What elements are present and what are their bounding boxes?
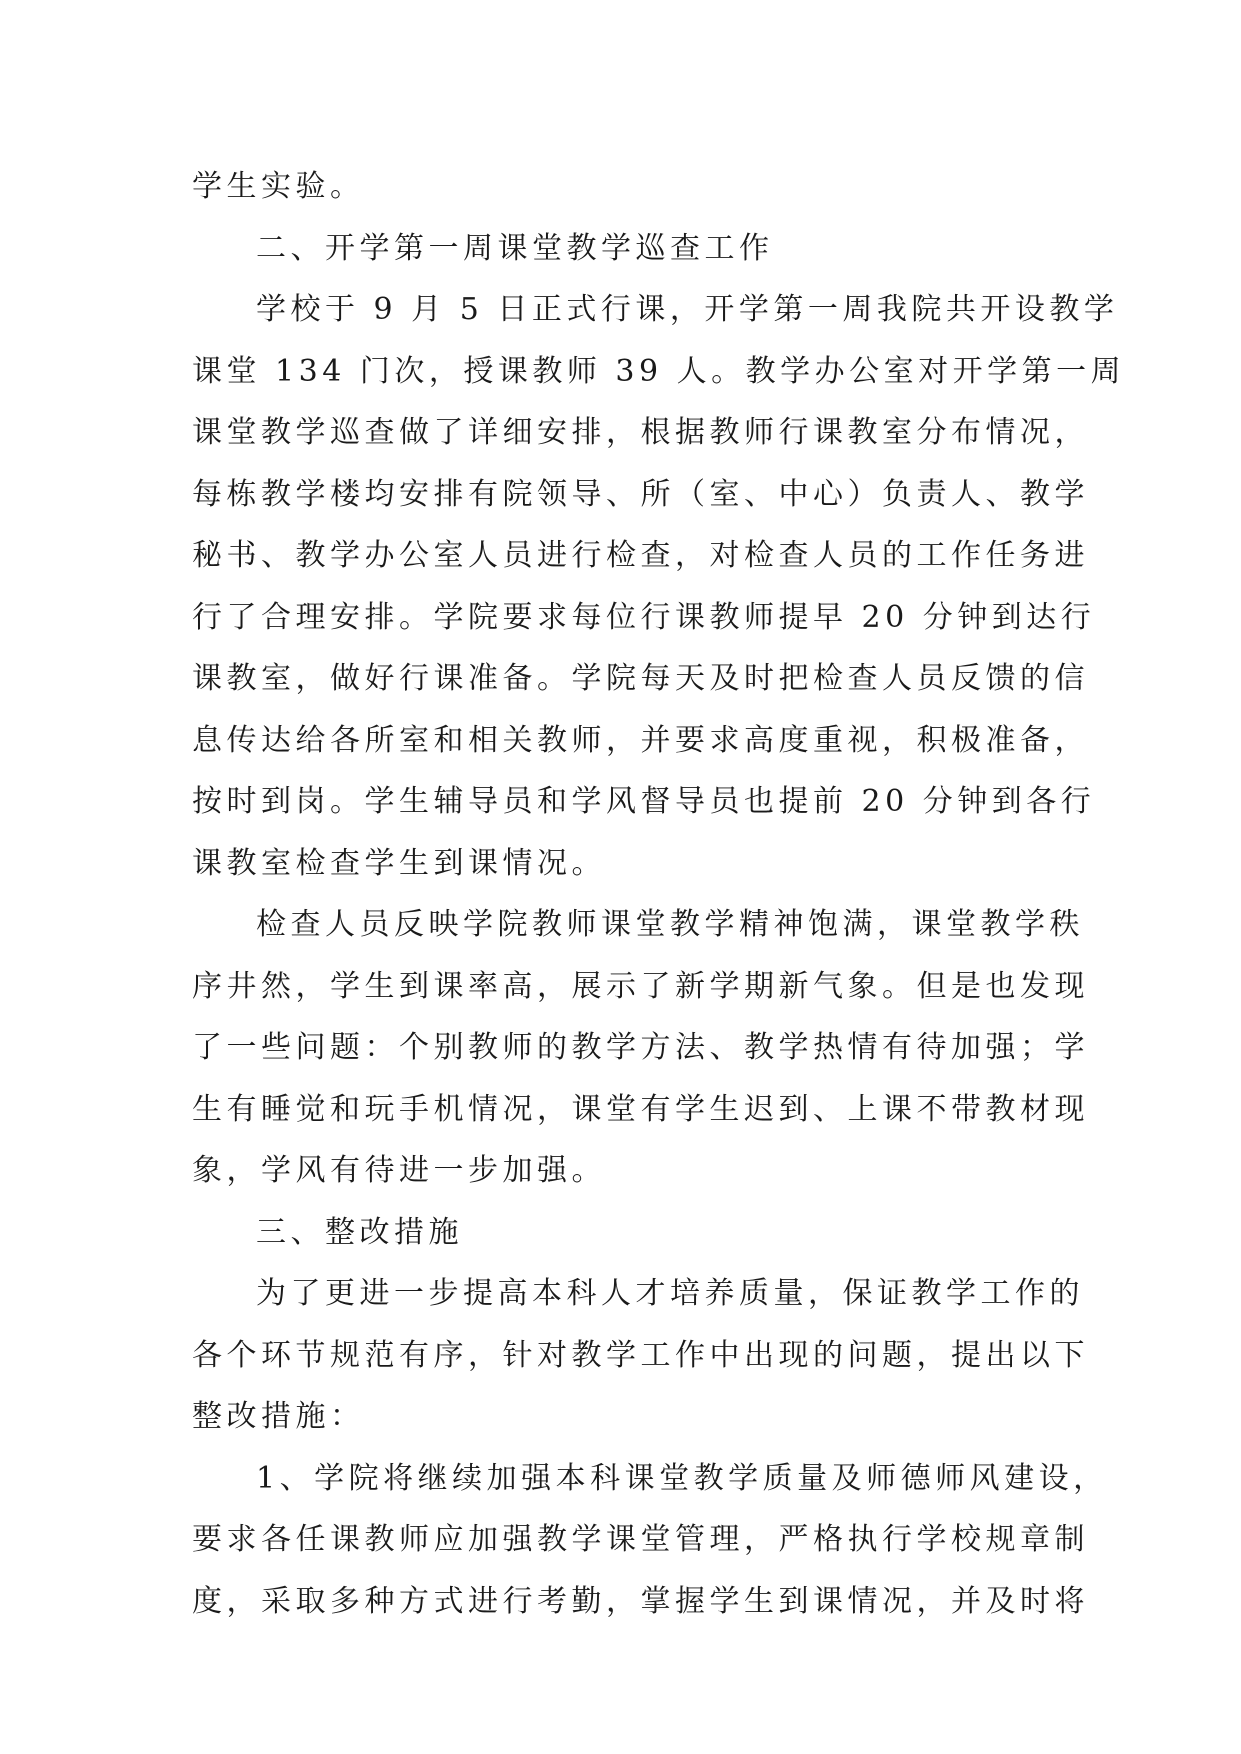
text-line: 生有睡觉和玩手机情况，课堂有学生迟到、上课不带教材现	[192, 1091, 1089, 1127]
text-line: 课堂 134 门次，授课教师 39 人。教学办公室对开学第一周	[192, 353, 1126, 389]
text-line: 息传达给各所室和相关教师，并要求高度重视，积极准备，	[192, 722, 1089, 758]
text-line: 整改措施：	[192, 1399, 365, 1434]
text-line: 为了更进一步提高本科人才培养质量，保证教学工作的	[256, 1276, 1084, 1311]
text-line: 课教室检查学生到课情况。	[192, 845, 606, 881]
text-line: 每栋教学楼均安排有院领导、所（室、中心）负责人、教学	[192, 476, 1089, 512]
text-line: 1、学院将继续加强本科课堂教学质量及师德师风建设，	[256, 1460, 1108, 1496]
document-body	[192, 156, 1126, 1632]
text-line: 学校于 9 月 5 日正式行课，开学第一周我院共开设教学	[256, 292, 1119, 327]
text-line: 各个环节规范有序，针对教学工作中出现的问题，提出以下	[192, 1337, 1089, 1373]
text-line: 象，学风有待进一步加强。	[192, 1153, 606, 1188]
text-line: 按时到岗。学生辅导员和学风督导员也提前 20 分钟到各行	[192, 784, 1096, 819]
text-line: 行了合理安排。学院要求每位行课教师提早 20 分钟到达行	[192, 599, 1096, 635]
text-line: 要求各任课教师应加强教学课堂管理，严格执行学校规章制	[192, 1522, 1089, 1557]
text-line: 了一些问题：个别教师的教学方法、教学热情有待加强；学	[192, 1030, 1089, 1065]
section-heading: 二、开学第一周课堂教学巡查工作	[256, 230, 774, 266]
text-line: 秘书、教学办公室人员进行检查，对检查人员的工作任务进	[192, 538, 1089, 573]
text-line: 课堂教学巡查做了详细安排，根据教师行课教室分布情况，	[192, 415, 1089, 450]
text-line: 度，采取多种方式进行考勤，掌握学生到课情况，并及时将	[192, 1583, 1089, 1619]
text-line: 序井然，学生到课率高，展示了新学期新气象。但是也发现	[192, 968, 1089, 1004]
section-heading: 三、整改措施	[256, 1214, 463, 1250]
text-line: 学生实验。	[192, 169, 365, 204]
text-line: 检查人员反映学院教师课堂教学精神饱满，课堂教学秩	[256, 907, 1084, 942]
text-line: 课教室，做好行课准备。学院每天及时把检查人员反馈的信	[192, 661, 1089, 696]
